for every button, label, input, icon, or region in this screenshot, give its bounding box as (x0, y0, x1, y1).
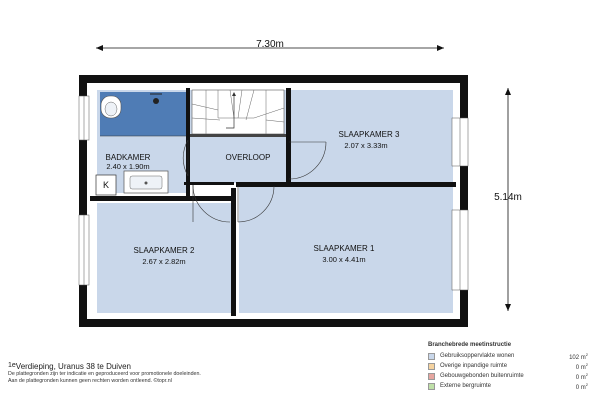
floor-number: 1e (8, 362, 16, 369)
k-box (96, 175, 116, 195)
legend-value: 0 $m^2$ (575, 361, 588, 371)
width-dimension (96, 39, 444, 51)
legend-item (428, 371, 588, 381)
wall-sk2-sk1 (231, 188, 236, 316)
disclaimer-1: De plattegronden zijn ter indicatie en geproduceerd voor promotionele doeleinden. (8, 371, 201, 377)
height-label: 5.14m (494, 192, 522, 203)
k-label: K (102, 180, 110, 190)
wall-bath-sk2 (90, 196, 231, 201)
width-label: 7.30m (256, 39, 284, 50)
plan-title (8, 362, 308, 371)
legend-heading: Branchebrede meetinstructie (428, 342, 512, 348)
legend-label: Gebruiksoppervlakte wonen (440, 353, 515, 359)
legend-value: 0 $m^2$ (575, 371, 588, 381)
legend (428, 342, 588, 391)
legend-item (428, 381, 588, 391)
legend-rows (428, 351, 588, 391)
legend-swatch (428, 383, 435, 390)
room-size-badkamer: 2.40 x 1.90m (106, 162, 150, 171)
legend-swatch (428, 363, 435, 370)
plan-title-text: Verdieping, Uranus 38 te Duiven (15, 362, 131, 371)
toilet-icon (101, 96, 121, 118)
height-dimension (494, 88, 522, 311)
wall-overloop-sk3 (286, 88, 291, 184)
disclaimer-2: Aan de plattegronden kunnen geen rechten worden ontleend. ©topr.nl (8, 378, 172, 384)
room-name-slaapkamer-1: SLAAPKAMER 1 (313, 244, 375, 253)
room-size-slaapkamer-2: 2.67 x 2.82m (142, 257, 186, 266)
sink-icon (124, 171, 168, 193)
room-name-overloop: OVERLOOP (225, 153, 271, 162)
legend-item (428, 351, 588, 361)
legend-label: Gebouwgebonden buitenruimte (440, 373, 524, 379)
legend-value: 0 $m^2$ (575, 381, 588, 391)
room-size-slaapkamer-3: 2.07 x 3.33m (344, 141, 388, 150)
legend-swatch (428, 353, 435, 360)
footer (8, 362, 308, 385)
room-size-slaapkamer-1: 3.00 x 4.41m (322, 255, 366, 264)
room-name-slaapkamer-3: SLAAPKAMER 3 (338, 130, 400, 139)
legend-value: 102 $m^2$ (569, 351, 588, 361)
legend-swatch (428, 373, 435, 380)
staircase (190, 90, 286, 137)
legend-item (428, 361, 588, 371)
room-name-slaapkamer-2: SLAAPKAMER 2 (133, 246, 195, 255)
wall-overloop-bottom (184, 182, 234, 185)
legend-label: Externe bergruimte (440, 383, 492, 389)
wall-sk3-sk1 (236, 182, 456, 187)
room-name-badkamer: BADKAMER (105, 153, 151, 162)
legend-label: Overige inpandige ruimte (440, 363, 508, 369)
